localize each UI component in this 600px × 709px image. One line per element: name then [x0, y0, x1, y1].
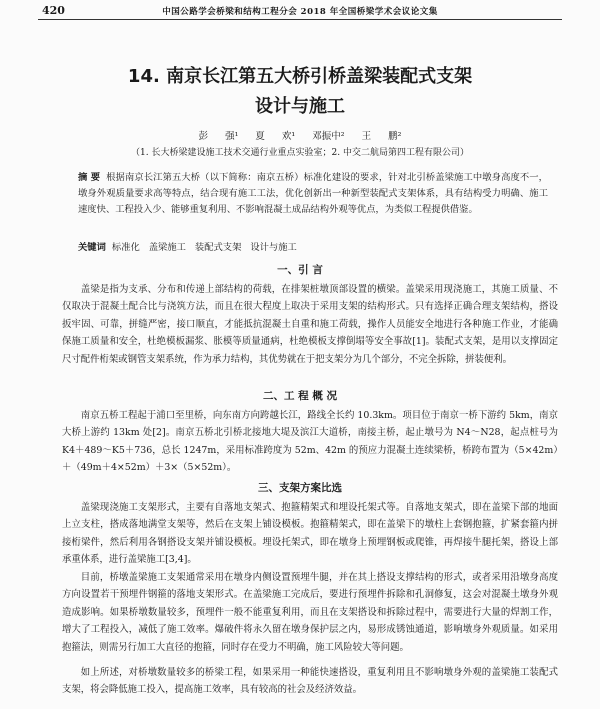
paper-title-line2: 设计与施工: [255, 96, 345, 117]
paragraph-intro: 盖梁是指为支承、分布和传递上部结构的荷载，在排架桩墩顶部设置的横梁。盖梁采用现浇施工，其施工质量、不仅取决于混凝土配合比与浇筑方法，而且在很大程度上取决于采用支架的结构形式。只有选择正确合理支架结构，搭设扳牢固、可靠，拼缝严密，接口顺直，才能抵抗混凝土自重和施工荷载，操作人员能安全地进行各种施工作业，才能确保施工质量和安全，杜绝模板漏浆、胀模等质量通病，杜绝模板支撑倒塌等安全事故[1]。装配式支架，是用以支撑固定尺寸配件桁架或钢管支架系统，作为承力结构，其优势就在于把支架分为几个部分，不完全拆除，拼装便利。: [62, 284, 558, 365]
paragraph-scheme-3: 如上所述，对桥墩数量较多的桥梁工程，如果采用一种能快速搭设，重复利用且不影响墩身外观的盖梁施工装配式支架，将会降低施工投入，提高施工效率，具有较高的社会及经济效益。: [62, 667, 558, 696]
paper-title-line1: 14. 南京长江第五大桥引桥盖梁装配式支架: [127, 66, 473, 87]
section-heading-overview: 二、工 程 概 况: [263, 390, 337, 402]
running-title: 中国公路学会桥梁和结构工程分会 2018 年全国桥梁学术会议论文集: [162, 7, 438, 17]
paragraph-scheme-2: 目前，桥墩盖梁施工支架通常采用在墩身内侧设置预埋牛腿，并在其上搭设支撑结构的形式，或者采用沿墩身高度方向设置若干预埋件钢箍的落地支架形式。在盖梁施工完成后，要进行预埋件拆除和孔洞修复，这会对混凝土墩身外观造成影响。如果桥墩数量较多，预埋件一般不能重复利用，而且在支架搭设和拆除过程中，需要进行大量的焊割工作，增大了工程投入，减低了施工效率。爆破件将永久留在墩身保护层之内，易形成锈蚀通道，影响墩身外观质量。如采用抱箍法，则需另行加工大直径的抱箍，同时存在受力不明确，施工风险较大等问题。: [62, 572, 558, 653]
abstract-label: 摘 要: [78, 172, 101, 183]
keywords-label: 关键词: [78, 242, 106, 253]
keywords-text: 标准化 盖梁施工 装配式支架 设计与施工: [111, 242, 297, 253]
page-number: 420: [42, 4, 65, 17]
authors: 彭 强¹ 夏 欢¹ 邓振中² 王 鹏²: [198, 131, 402, 142]
paragraph-scheme-1: 盖梁现浇施工支架形式，主要有自落地支架式、抱箍精架式和埋设托架式等。自落地支架式，即在盖梁下部的地面上立支柱，搭成落地满堂支架等，然后在支架上铺设模板。抱箍精架式，即在盖梁下的墩柱上套钢抱箍，扩紧套箍内拼接桁梁件，然后利用各钢搭设支架并铺设模板。埋设托架式，即在墩身上预埋钢板或爬锥，再焊接牛腿托架，搭设上部承重体系，进行盖梁施工[3,4]。: [62, 502, 558, 566]
section-heading-intro: 一、引 言: [277, 264, 323, 276]
header-rule: [38, 19, 562, 20]
keywords: [78, 239, 297, 253]
abstract: [78, 170, 548, 218]
abstract-text: 根据南京长江第五大桥（以下简称：南京五桥）标准化建设的要求，针对北引桥盖梁施工中墩身高度不一，墩身外观质量要求高等特点，结合现有施工工法，优化创新出一种新型装配式支架体系，具有结构受力明确、施工速度快、工程投入少、能够重复利用、不影响混凝土成品结构外观等优点，为类似工程提供借鉴。: [78, 172, 548, 215]
paragraph-overview: 南京五桥工程起于浦口至里桥，向东南方向跨越长江，路线全长约 10.3km。项目位于南京一桥下游约 5km，南京大桥上游约 13km 处[2]。南京五桥北引桥北接地大堤及滨江大道桥，南接主桥，起止墩号为 N4～N28，起点桩号为 K4＋489～K5＋736，总长 1247m，采用标准跨度为 52m、42m 的预应力混凝土连续梁桥，桥跨布置为（5×42m）＋（49m＋4×52m）＋3×（5×52m）。: [62, 410, 558, 474]
affiliation: （1. 长大桥梁建设施工技术交通行业重点实验室；2. 中交二航局第四工程有限公司）: [131, 148, 469, 158]
running-header: [0, 0, 600, 22]
section-heading-scheme: 三、支架方案比选: [258, 482, 342, 494]
